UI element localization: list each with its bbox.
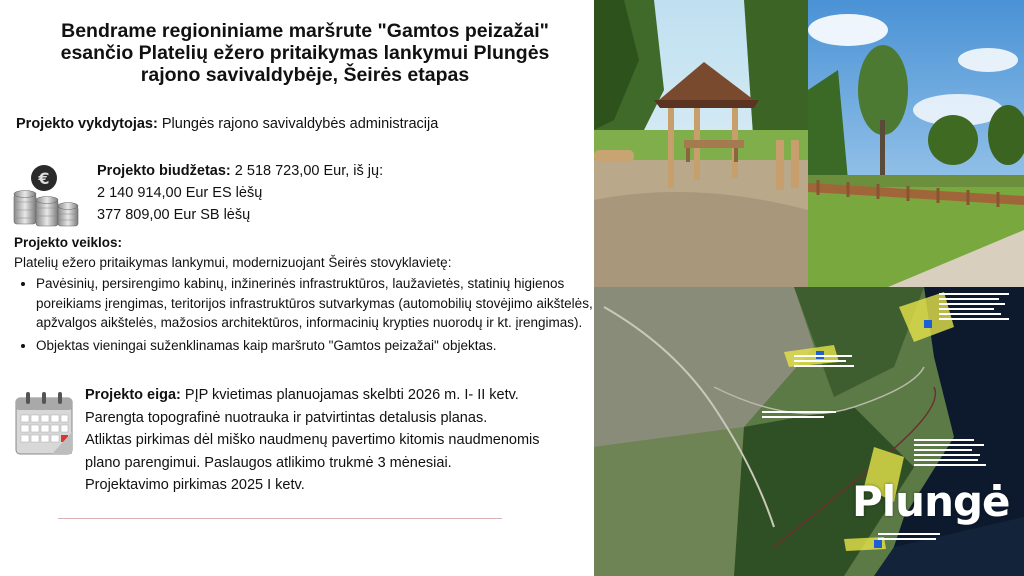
svg-text:€: € (38, 169, 50, 188)
progress-line-3: Atliktas pirkimas dėl miško naudmenų pavertimo kitomis naudmenomis (85, 432, 540, 448)
project-budget (97, 160, 383, 226)
site-map (594, 287, 1024, 576)
boardwalk-photo (808, 0, 1024, 287)
list-item: • Pavėsinių, persirengimo kabinų, inžinerinės infrastruktūros, laužavietės, statinių higienos poreikiams įrengimas, teritorijos infrastruktūros sutvarkymas (automobilių stovėjimo aikštelės, apžvalgos aikštelės, mažosios architektūros, informacinių krypties nuorodų ir kt. įrengimas). (36, 274, 596, 333)
budget-line-1 (97, 160, 383, 182)
activities-intro: Platelių ežero pritaikymas lankymui, modernizuojant Šeirės stovyklavietę: (14, 255, 452, 270)
page-title (22, 20, 588, 86)
calendar-icon (12, 388, 76, 458)
progress-line-1 (85, 384, 575, 407)
budget-state-funds: 377 809,00 Eur SB lėšų (97, 207, 251, 223)
budget-label: Projekto biudžetas: (97, 163, 231, 179)
project-progress (85, 384, 575, 497)
progress-line-5: Projektavimo pirkimas 2025 I ketv. (85, 477, 305, 493)
gazebo-photo (594, 0, 808, 287)
title-line-1: Bendrame regioniniame maršrute "Gamtos peizažai" (61, 20, 549, 42)
progress-line-2: Parengta topografinė nuotrauka ir patvirtintas detalusis planas. (85, 409, 488, 426)
plunge-brand-logo: Plungė (852, 477, 1010, 526)
project-executor (16, 116, 438, 132)
progress-line-4: plano parengimui. Paslaugos atlikimo trukmė 3 mėnesiai. (85, 454, 452, 471)
executor-value: Plungės rajono savivaldybės administracija (161, 116, 439, 132)
progress-label: Projekto eiga: (85, 387, 181, 403)
title-line-2: esančio Platelių ežero pritaikymas lankymui Plungės (60, 42, 550, 64)
budget-total: 2 518 723,00 Eur, iš jų: (234, 163, 384, 179)
executor-label: Projekto vykdytojas: (16, 116, 158, 132)
activities-title: Projekto veiklos: (14, 235, 123, 250)
divider (58, 518, 502, 519)
activities-list (20, 274, 596, 358)
title-line-3: rajono savivaldybėje, Šeirės etapas (140, 64, 470, 86)
budget-eu-funds: 2 140 914,00 Eur ES lėšų (97, 185, 263, 201)
progress-call: PĮP kvietimas planuojamas skelbti 2026 m. I- II ketv. (184, 387, 519, 403)
coins-icon (10, 160, 82, 232)
list-item: • Objektas vieningai suženklinamas kaip maršruto "Gamtos peizažai" objektas. (36, 336, 596, 356)
